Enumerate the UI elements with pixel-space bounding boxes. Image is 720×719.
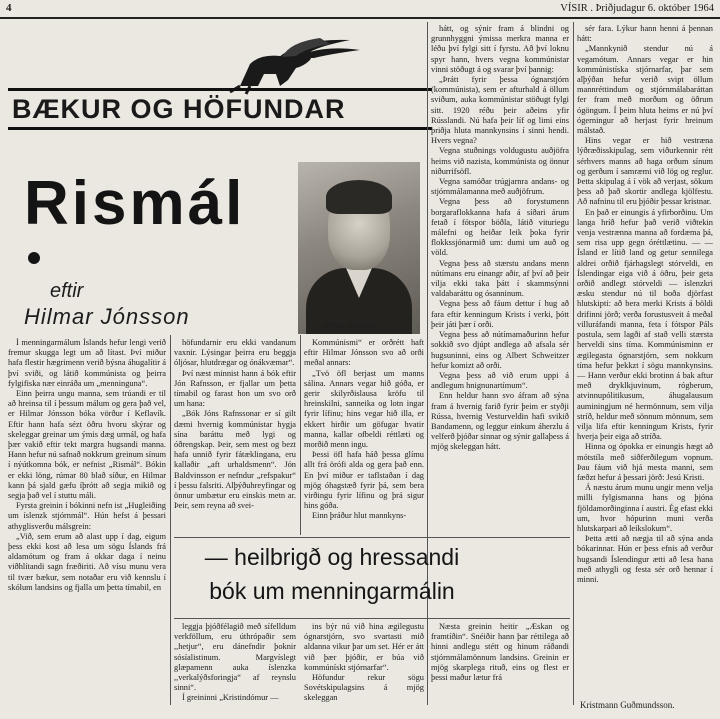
column-rule-1 [170,335,171,705]
article-title: Rismál [24,169,246,238]
paragraph: Fyrsta greinin í bókinni nefn ist „Hugleiðing um íslenzk stjórnmál“. Hún hefst á þessari athyglisverðu málsgrein: [8,501,166,531]
column-4-bottom [431,622,569,712]
column-2-top [174,338,296,534]
paragraph: hátt, og sýnir fram á blindni og grunnhyggni ýmissa merkra manna er léðu því fylgi sitt í fyrstu. Að því loknu spyr hann, hvers vegna kommúnistar vinni stöðugt á og svarar því þannig: [431,24,569,74]
paragraph: Enn heldur hann svo áfram að sýna fram á hvernig farið fyrir þeim er styðji Rússa, hvernig Vesturveldin hafi svikið Bandamenn, og leggur einkum áherzlu á velferð þjóðar sinnar og sýnir gallaþess á mjög skeleggan hátt. [431,391,569,452]
column-rule-2 [300,335,301,535]
paragraph: Vegna stuðnings voldugustu auðjöfra heims við nazista, kommúnista og önnur niðurrifsöfl. [431,146,569,176]
column-5 [577,24,713,696]
photo-caption: Hilmar Jónsson. [322,321,380,330]
paragraph: „Tvö öfl berjast um manns sálina. Annars vegar hið góða, er gerir skilyrðislausa kröfu til hreinskilni, sanneika og lotn ingar fyrir lífinu; hins vegar hið illa, er ekkert hirðir um göfugar hvatir manna, kallar ofbeldi réttlæti og morðið menn ingu. [304,368,424,450]
paragraph: Því næst minnist hann á bók eftir Jón Rafnsson, er fjallar um þetta tímabil og farast hon um svo orð um hana: [174,368,296,409]
paragraph: Kommúnismi“ er orðrétt haft eftir Hilmar Jónsson svo að orði meðal annars: [304,338,424,368]
paragraph: Í menningarmálum Íslands hefur lengi verið fremur skugga legt um að lítast. Því miður hafa flestir hægrimenn verið býsna áhugalítir á því sviði, og látið kommúnista og þeirra fylgifiska nær einráða um „menninguna“. [8,338,166,388]
paragraph: Vegna þess að forystumenn borgaraflokkanna hafa á síðari árum fetað í fótspor böðla, látið vituriegu málefni og heiðar leik þoka fyrir flokkssjónarmið um: dumi um auð og völd. [431,197,569,258]
paragraph: „Við, sem erum að alast upp í dag, eigum þess ekki kost að lesa um sögu Íslands frá aldamótum og fram á okkar daga í neinu viðhlítandi sagn fræðiriti. Að vísu munu vera til tvær bækur, sem notaðar eru við kennslu í skólum landsins og fjalla um þetta tímabil, en [8,531,166,592]
paragraph: Hins vegar er hið vestræna lýðræðisskipulag, sem viðurkennir rétt sérhvers manns að haga orðum sínum og gerðum í samræmi við lög og reglur. Þetta skipulag á í vök að verjast, sökum þess að það skortir andlega kjölfestu. Að nafninu til eru þjóðir þessar kristnar. [577,136,713,207]
paragraph: leggja þjóðfélagið með sífelldum verkföllum, eru úthrópaðir sem ,,hetjur“, eru dánefndir þoknir sósíalistinum. Margvíslegt glæpamenn auka íslenzka ,,verkalýðsforingja“ af reynslu sinni“. [174,622,296,693]
paragraph: Vegna þess að nútímamaðurinn hefur sokkið svo djúpt andlega að afsala sér hugsuninni, eins og Albert Schweitzer hefur komizt að orði. [431,330,569,370]
photo-hair [326,180,392,214]
paragraph: Þessi öfl hafa háð þessa glímu allt frá örófi alda og gera það enn. En því miður er taflstaðan í dag mjög óhagstæð fyrir þá, sem bera virðingu fyrir lífinu og þrá sigur hins góða. [304,450,424,511]
paragraph: Einn þeirra ungu manna, sem trúandi er til að hreinsa til í þessum málum og gera það vel, er Hilmar Jónsson bóka vörður í Keflavík. Eftir hann hafa sézt öðru hvoru skýrar og skeleggar greinar um ýmis dæg urmál, og hafa þær vakið eftir tekt margra hugsandi manna. Hann hefur nú safnað nokkrum greinum sínum í nýútkomna bók, er nefnist „Rismál“. Bókin er ekki löng, rúmar 80 blað síður, en Hilmar kann þá sjald gæfu íþrótt að segja mikið og segja það vel í stuttu máli. [8,389,166,501]
column-4-top [431,24,569,536]
paragraph: „Þrátt fyrir þessa ógnarstjórn (kommúnista), sem er afturhald á öllum sviðum, auka kommúnistar stöðugt fylgi sitt. 1920 réðu þeir aðeins yfir Rússlandi. Nú hafa þeir líf og limi eins þriðja hluta mannkynsins í sinni hendi. Hvers vegna? [431,75,569,146]
paragraph: Vegna samóðar trúgjarnra andans- og stjórnmálamanna með auðjöfrum. [431,177,569,197]
paragraph: En það er einungis á yfirborðinu. Um langa hríð hefur það verið viðtekin venja vestrænna manna að fordæma þá, sem risa upp gegn óréttlætinu. — — Ísland er lítið land og getur sennilega aldrei orðið fjárhagslegt stórveldi, en Íslendingar eiga við á öðru, þeir geta orðið andlegt stórveldi — íslenzkri æsku stendur nú til boða djörfast hlutskipti: að bera merki Krists á böldi drifinni jörð; verða forustusveit á meðal villuráfandi manna, feta í fótspor Páls postula, sem lagði af stað velli stærsta herveldi sins tíma. Kommúnisminn er ægilegasta ógnarstjórn, sem nokkurn tíma hefur þekkzt í sögu mannkynsins. — Hann verður ekki brotinn á bak aftur með dryklkjuvinum, rógberum, atvinnupólitikusum, áhugalausum auminingjum né hermönnum, sem vilja stríð, heldur með sönnum mönnum, sem vilja lifa eftir kenningum Krists, fyrir hverja þeir eiga að stríða. [577,207,713,442]
paragraph: Einn þráður hlut mannkyns- [312,511,407,521]
author-photo [298,162,420,334]
paragraph: Þetta ætti að nægja til að sýna anda bókarinnar. Hún er þess efnis að verður hugsandi Íslendingur ætti að lesa hana með athygli og festa sér orð hennar í minni. [577,534,713,584]
column-rule-4 [573,22,574,705]
pull-quote-rule-top [174,537,570,538]
author-name: Hilmar Jónsson [24,304,190,329]
byline-prefix: eftir [50,280,84,302]
paragraph: Vegna þess að stærstu andans menn nútímans eru einangr aðir, af því að þeir vilja ekki taka þátt í skammsýnni valdabaráttu og ósanninum. [431,258,569,299]
paper-and-date: VÍSIR . Þriðjudagur 6. október 1964 [560,3,714,14]
column-3-top [304,338,424,534]
paragraph: ins býr nú við hina ægilegustu ógnarstjórn, svo svartasti mið aldanna vikur þar um set. Hér er átt við þær þjóðir, er búa við kommúnískt stjórnarfar“. [304,622,424,672]
pull-quote [172,540,492,608]
paragraph: höfundarnir eru ekki vandanum vaxnir. Lýsingar þeirra eru beggja óljósar, hlutdrægar og ónákvæmar“. [174,338,296,368]
column-3-bottom [304,622,424,712]
pull-quote-line-1: — heilbrigð og hressandi [204,544,460,570]
pull-quote-rule-bottom [174,618,570,619]
paragraph: „Bók Jóns Rafnssonar er sí gilt dæmi hvernig kommúnistar hygja sína baráttu með lygi og óðrengskap. Þeir, sem mest og bezt hafa unnið fyrir fátæklingana, eru kallaðir „aft urhaldsmenn“. Jón Baldvinsson er nefndur „refspakur“ í þessu falsriti. Alþýðuhreyfingar og önnur umbætur eru einskis metn ar. Þeir, sem reyna að svei- [174,409,296,511]
paragraph: „Mannkynið stendur nú á vegamótum. Annars vegar er hin kommúnistíska stjórnarfar, þar sem alþýðan hefur verið svipt öllum mannréttindum og stjórnmálabaráttan fer fram með morðum og öðrum ógöngum. Í þeim hluta heims er nú því ógerningur að herjast fyrir hreinum málstað. [577,44,713,136]
paragraph: Á næstu árum munu ungir menn velja milli fylgismanna hans og þjóna fjöldamorðinginna í austri. Ég efast ekki um, hvor hópurinn muni verða hlutskarpari að leikslokum“. [577,483,713,533]
title-bullet [28,252,40,264]
page-number: 4 [6,2,12,14]
pull-quote-line-2: bók um menningarmálin [209,578,455,604]
column-2-bottom [174,622,296,712]
signature: Kristmann Guðmundsson. [580,700,675,710]
masthead-rule [0,17,720,19]
column-1-top [8,338,166,708]
paragraph: Vegna þess að fáum dettur í hug að fara eftir kenningum Krists í verki, þótt þeir játi þær í orði. [431,299,569,329]
paragraph: sér fara. Lýkur hann henni á þennan hátt: [577,24,713,44]
paragraph: Höfundur rekur sögu Sovétskipulagsins á mjög skeleggan [304,673,424,703]
pegasus-logo [180,36,380,96]
paragraph: Næsta greinin heitir „Æskan og framtíðin“. Snéiðir hann þar réttilega að hinni andlegu stétt og hinum ráðandi stjórnmálamönnum landsins. Greinin er mjög skarplega rituð, eins og flest er þessi maður lætur frá [431,622,569,683]
masthead [0,0,720,18]
paragraph: Hinna og ópokka er einungis hægt að mótstíla með siðferðilegum vopnum. Þau fáum við hjá mesta manni, sem fæðzt hefur á þessari jörð: Jesú Kristi. [577,442,713,482]
paragraph: Vegna þess að við erum uppi á andlegum hnignunartímum“. [431,370,569,391]
section-banner: BÆKUR OG HÖFUNDAR [8,88,432,130]
paragraph: Í greininni „Kristindómur — [182,693,279,703]
